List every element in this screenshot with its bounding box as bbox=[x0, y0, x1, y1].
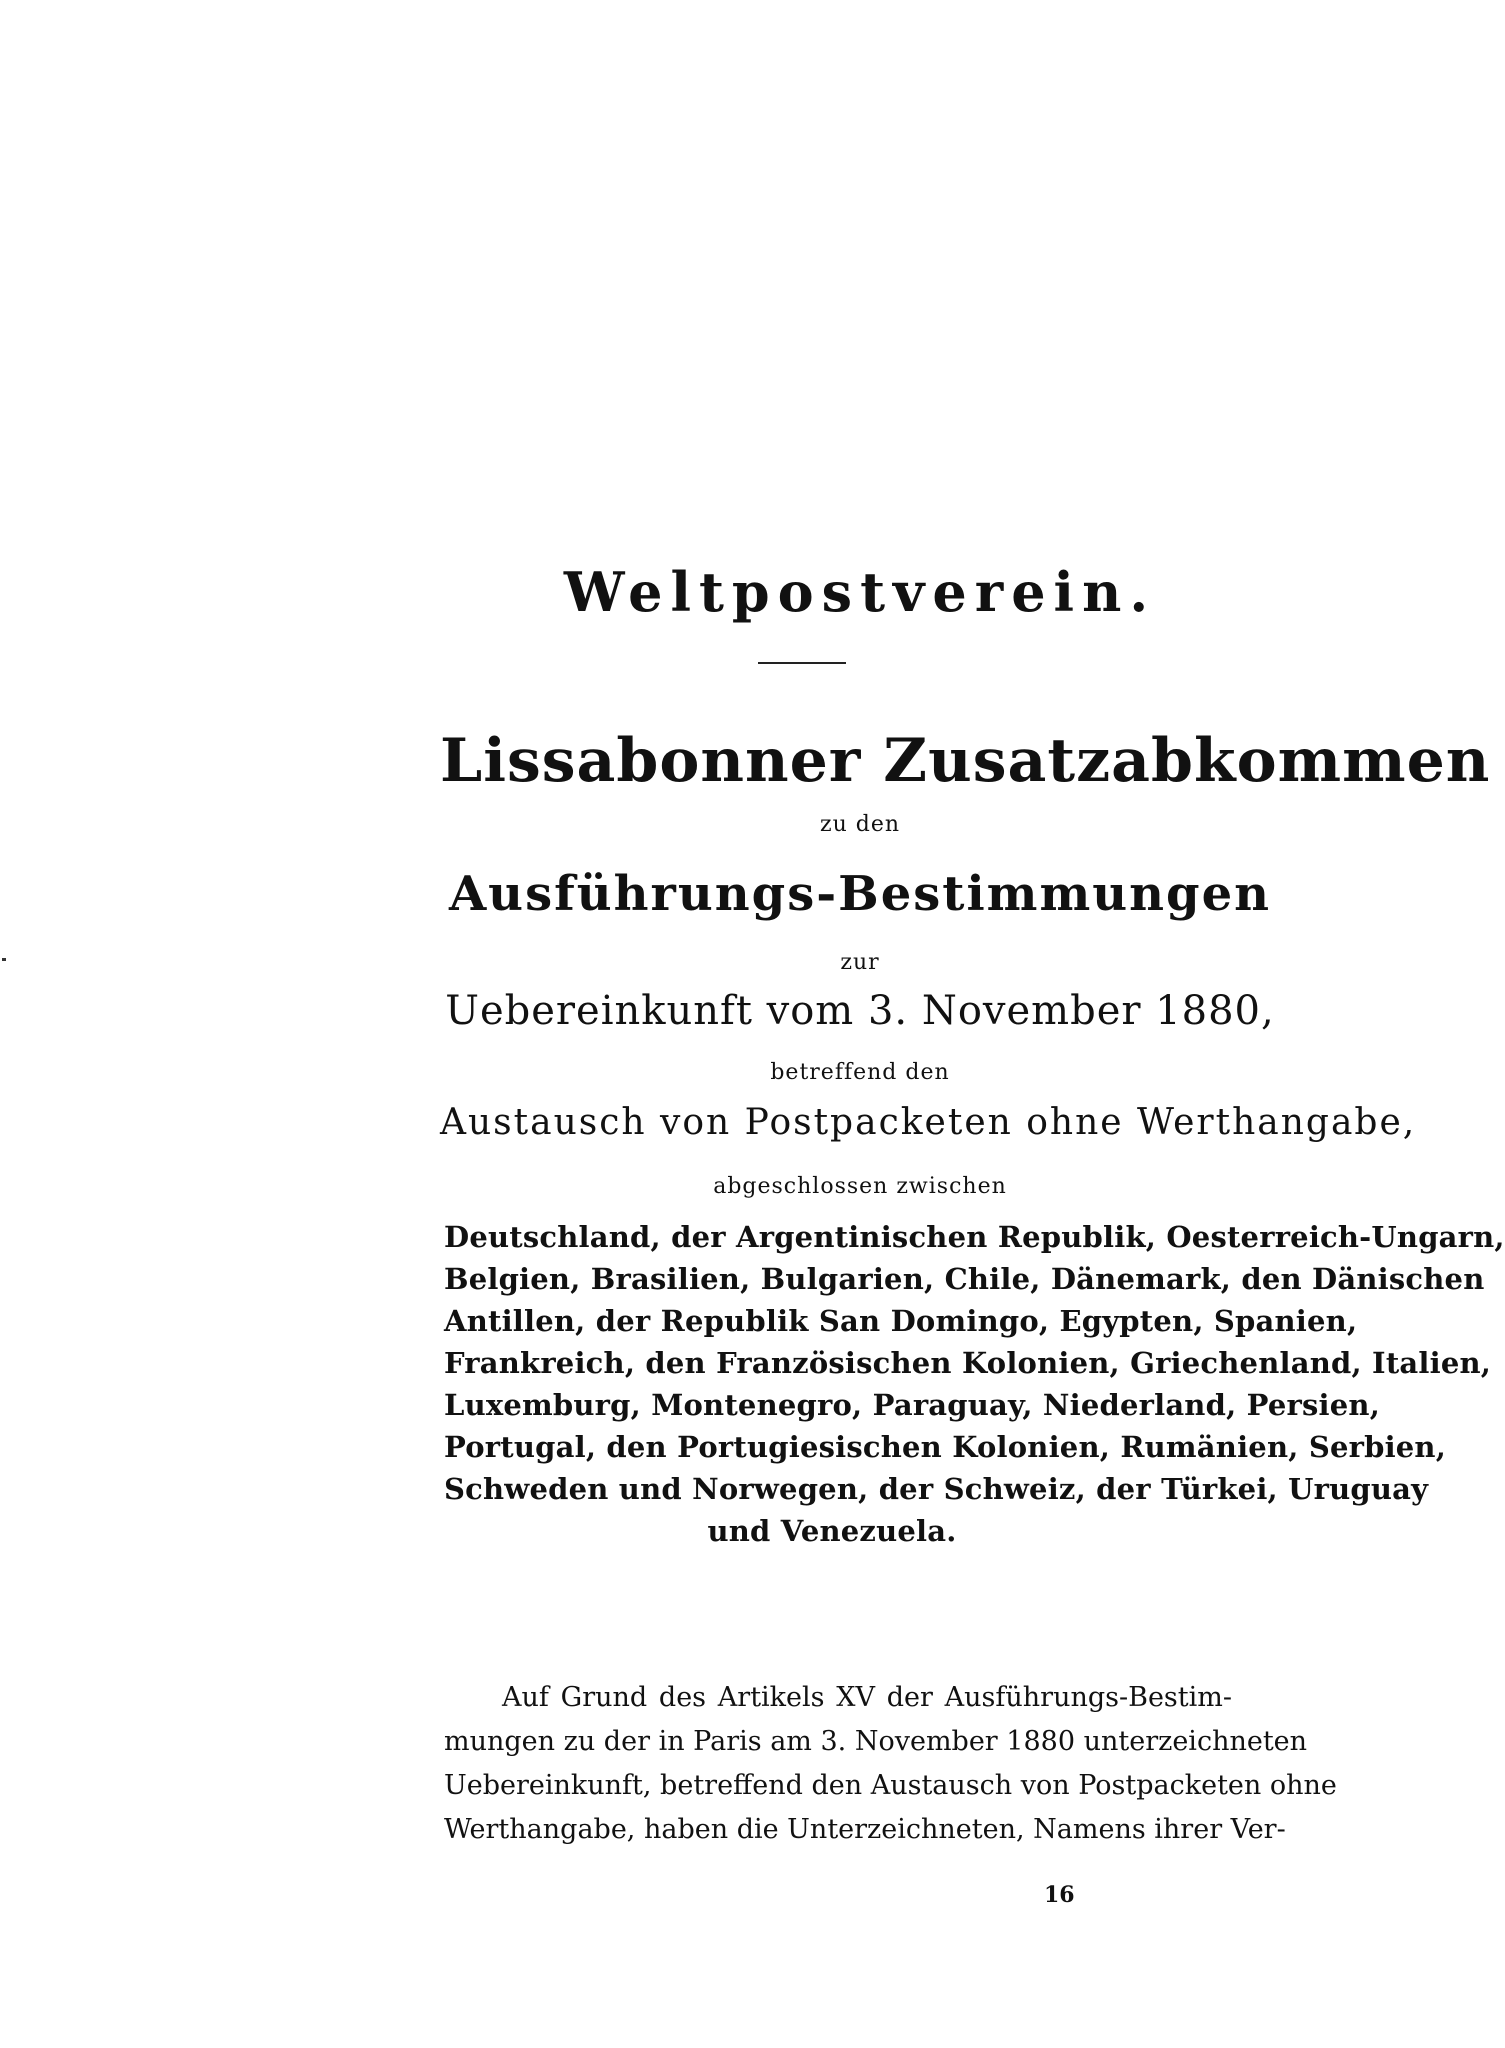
countries-line: und Venezuela. bbox=[707, 1514, 957, 1548]
countries-line: Portugal, den Portugiesischen Kolonien, Rumänien, Serbien, bbox=[444, 1430, 1447, 1464]
body-line: Uebereinkunft, betreffend den Austausch von Postpacketen ohne bbox=[444, 1770, 1337, 1801]
subtitle-subject: Austausch von Postpacketen ohne Werthangabe, bbox=[440, 1102, 1417, 1143]
heading-divider bbox=[758, 662, 846, 664]
subtitle-convention: Uebereinkunft vom 3. November 1880, bbox=[445, 988, 1275, 1034]
body-line: Auf Grund des Artikels XV der Ausführungs-Bestim- bbox=[502, 1682, 1232, 1713]
section-heading: Weltpostverein. bbox=[563, 560, 1157, 624]
title-connector-3: betreffend den bbox=[770, 1060, 950, 1085]
countries-line: Luxemburg, Montenegro, Paraguay, Niederland, Persien, bbox=[444, 1388, 1380, 1422]
title-connector-4: abgeschlossen zwischen bbox=[713, 1174, 1007, 1199]
countries-line: Schweden und Norwegen, der Schweiz, der Türkei, Uruguay bbox=[444, 1472, 1429, 1506]
countries-list bbox=[444, 1216, 1505, 1552]
countries-line: Deutschland, der Argentinischen Republik, Oesterreich-Ungarn, bbox=[444, 1220, 1505, 1254]
countries-line: Antillen, der Republik San Domingo, Egypten, Spanien, bbox=[444, 1304, 1358, 1338]
body-paragraph bbox=[444, 1676, 1337, 1852]
countries-line: Belgien, Brasilien, Bulgarien, Chile, Dänemark, den Dänischen bbox=[444, 1262, 1485, 1296]
subtitle-regulations: Ausführungs-Bestimmungen bbox=[448, 866, 1272, 922]
body-line: mungen zu der in Paris am 3. November 1880 unterzeichneten bbox=[444, 1726, 1308, 1757]
title-connector-2: zur bbox=[840, 950, 880, 975]
countries-line: Frankreich, den Französischen Kolonien, Griechenland, Italien, bbox=[444, 1346, 1492, 1380]
document-title: Lissabonner Zusatzabkommen bbox=[440, 726, 1491, 796]
margin-mark bbox=[2, 958, 6, 961]
page-number: 16 bbox=[1044, 1882, 1075, 1908]
title-connector-1: zu den bbox=[819, 812, 901, 837]
body-line: Werthangabe, haben die Unterzeichneten, Namens ihrer Ver- bbox=[444, 1814, 1286, 1845]
